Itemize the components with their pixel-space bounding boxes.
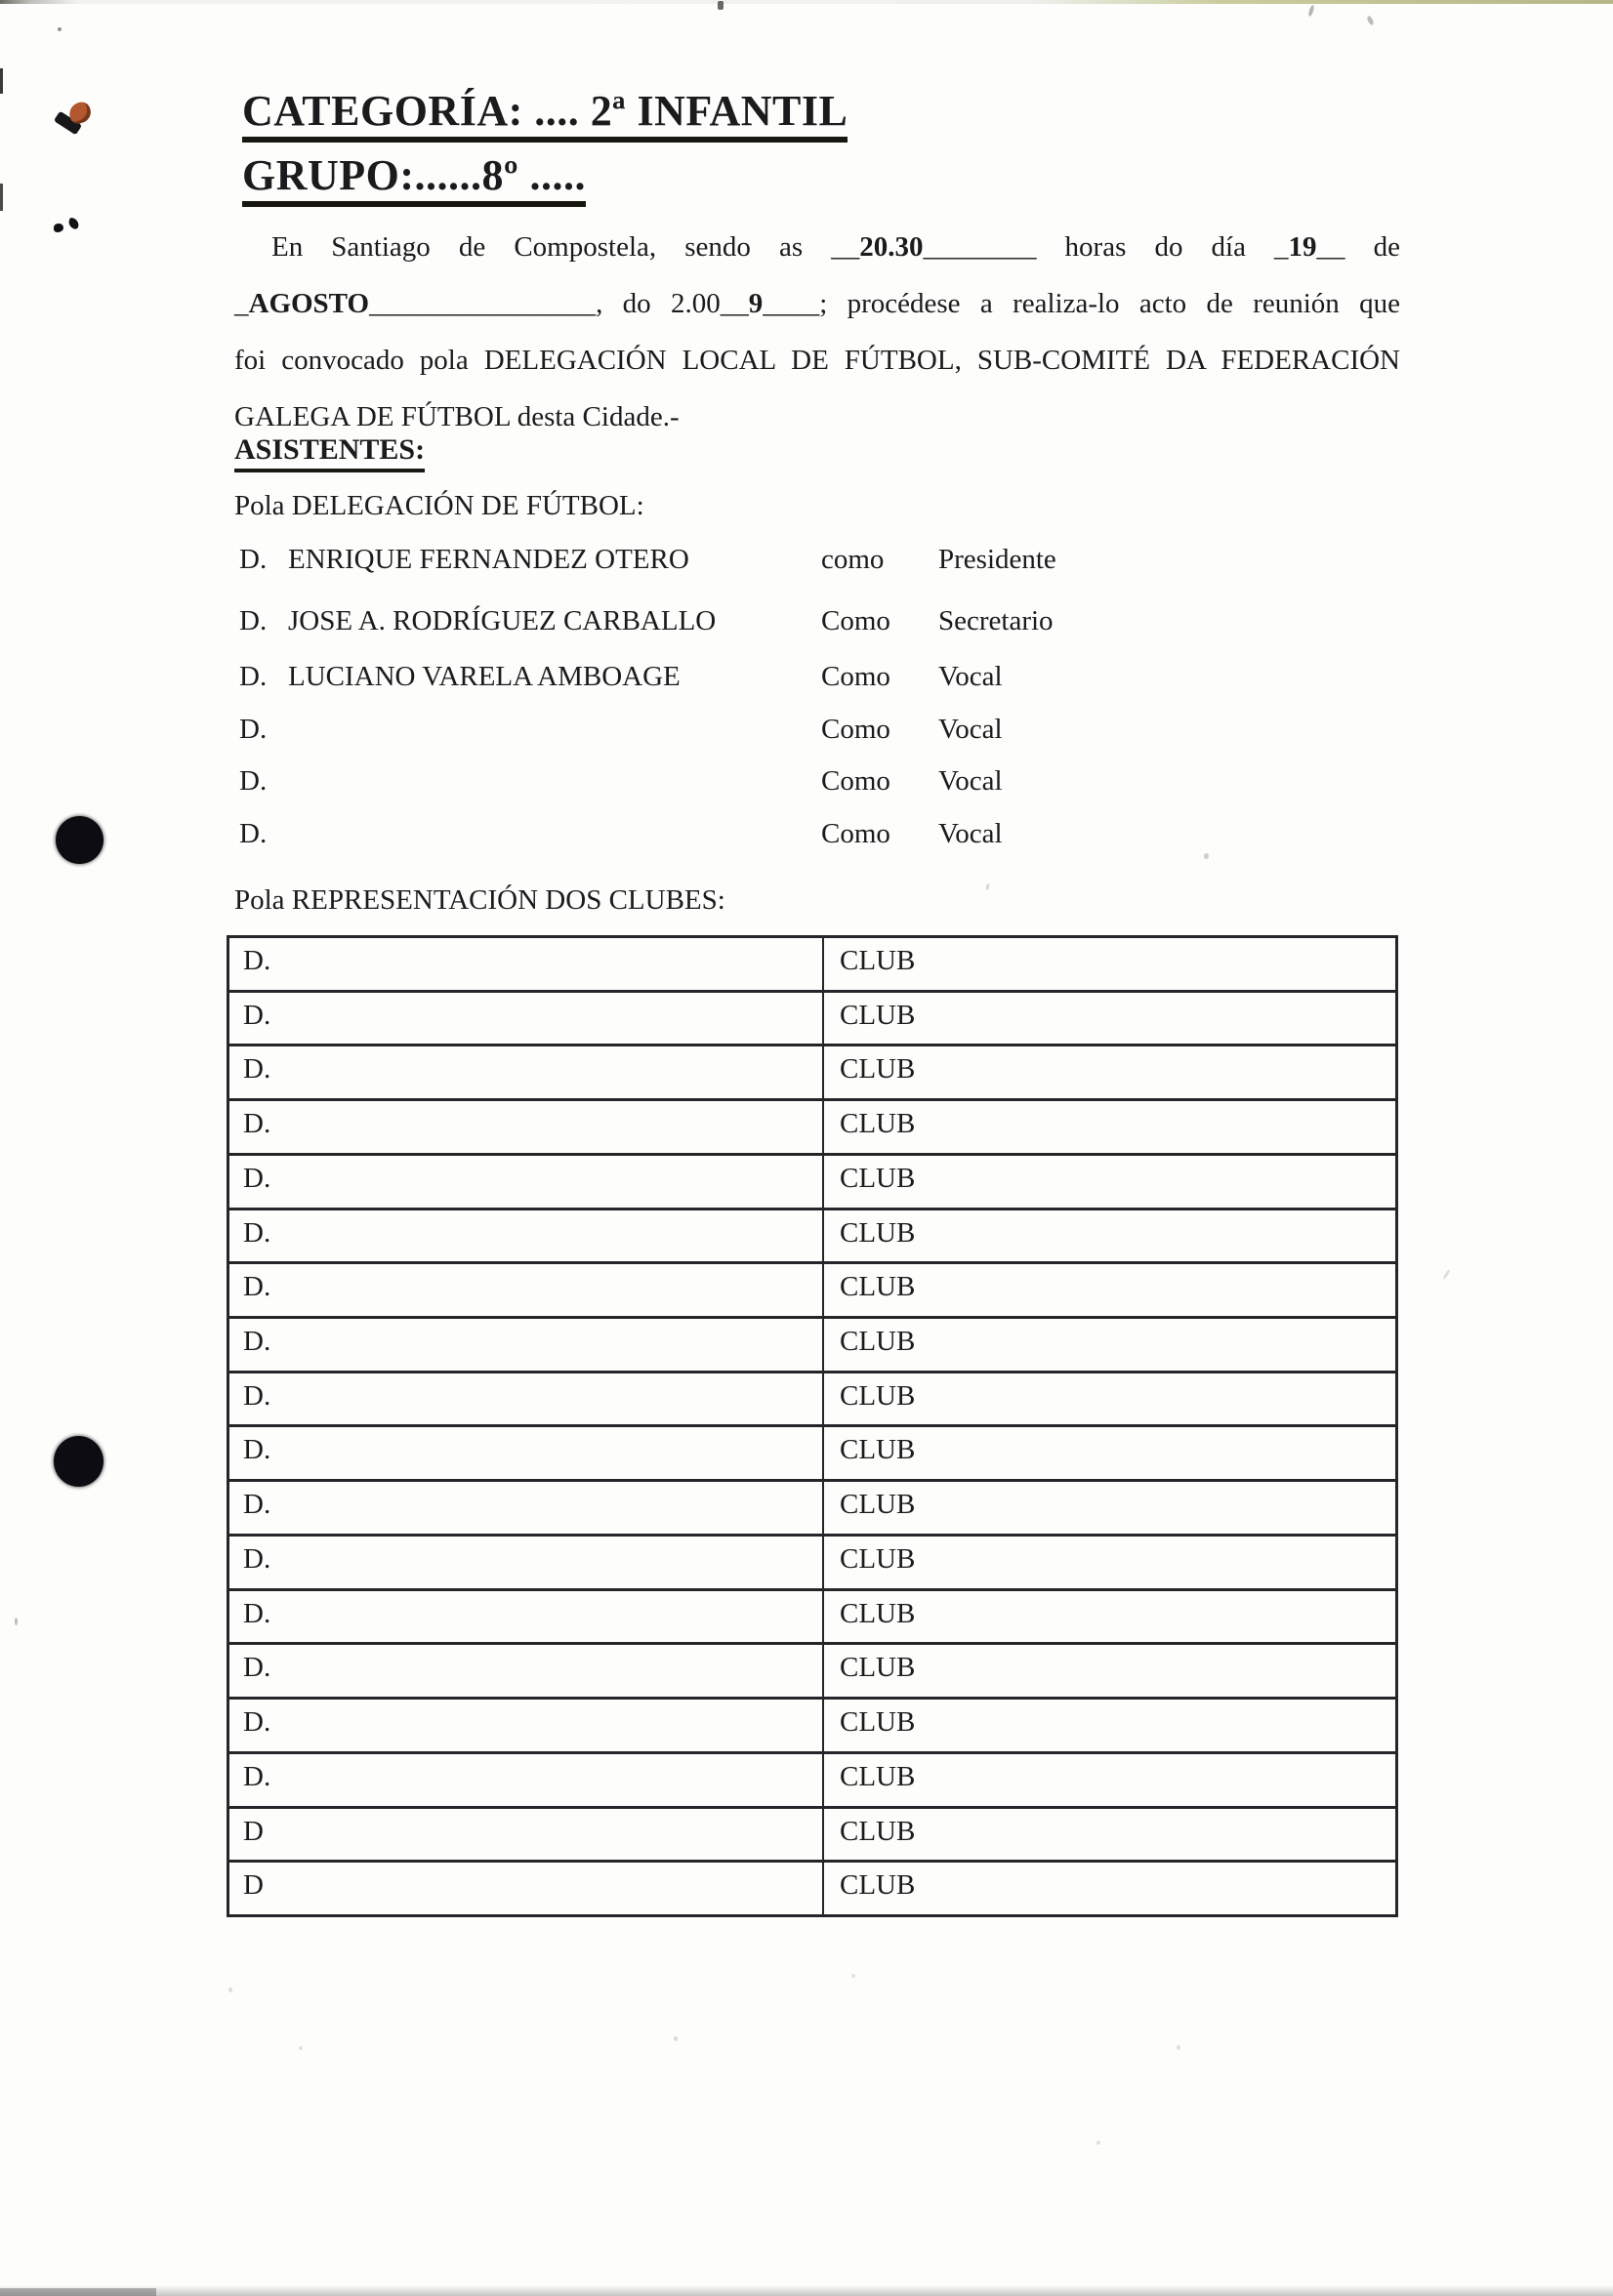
scan-edge-mark [0,184,3,211]
club-name-cell: CLUB [840,1760,916,1792]
printed-text: , do 2.00 [596,288,721,319]
club-representative-cell: D. [229,1537,824,1588]
hole-punch-bottom [54,1436,103,1487]
club-representative-cell: D [229,1863,824,1914]
scan-speck [1177,2045,1180,2050]
attendee-name: ENRIQUE FERNANDEZ OTERO [288,544,689,575]
attendee-row [239,660,1411,705]
scan-speck [1204,853,1209,859]
scan-speck [299,2046,303,2050]
scan-edge-bottom-shadow [0,2288,156,2296]
attendee-prefix: D. [239,765,268,797]
printed-text: __ [720,288,749,319]
club-table-row [229,1208,1395,1262]
club-table-row [229,938,1395,990]
club-representative-cell: D. [229,1319,824,1371]
attendee-como: Como [821,818,890,849]
club-representative-cell: D. [229,993,824,1045]
club-representative-cell: D. [229,1645,824,1697]
printed-text: _ [1274,231,1289,263]
club-name-cell: CLUB [840,1326,916,1358]
typed-value: AGOSTO [248,288,370,319]
attendee-role: Secretario [938,605,1054,636]
club-name-cell: CLUB [840,1216,916,1249]
delegation-label: Pola DELEGACIÓN DE FÚTBOL: [234,490,644,521]
scan-speck [15,1618,18,1625]
club-table-row [229,1316,1395,1371]
scan-speck [1366,15,1375,25]
attendee-row [239,713,1411,758]
typed-value: 20.30 [859,231,924,263]
group-title: GRUPO:......8º ..... [242,154,586,207]
club-name-cell: CLUB [840,1542,916,1575]
attendee-row [239,604,1411,649]
paragraph-line [234,219,1400,275]
attendee-como: Como [821,661,890,692]
typed-value: 19 [1288,231,1317,263]
club-representative-cell: D. [229,1264,824,1316]
printed-text: En Santiago de Compostela, sendo as [271,231,832,263]
club-table-row [229,990,1395,1045]
club-name-cell: CLUB [840,1706,916,1739]
club-representative-cell: D. [229,1046,824,1098]
club-representative-cell: D. [229,1754,824,1806]
club-name-cell: CLUB [840,1379,916,1412]
club-name-cell: CLUB [840,999,916,1031]
club-table-row [229,1479,1395,1534]
scan-speck [1442,1269,1450,1280]
printed-text: horas do día [1036,231,1275,263]
attendee-como: como [821,544,885,575]
club-table-row [229,1860,1395,1914]
attendee-row [239,764,1411,809]
printed-text: ; procédese a realiza-lo acto de reunión que [819,288,1401,319]
attendee-como: Como [821,605,890,636]
printed-text: de [1344,231,1401,263]
printed-text: ________ [923,231,1037,263]
scan-edge-mark [0,68,3,94]
club-name-cell: CLUB [840,1489,916,1521]
attendee-row [239,543,1411,588]
club-representative-cell: D. [229,1591,824,1643]
document-title-block [242,87,848,207]
printed-text: __ [831,231,860,263]
scan-speck [851,1974,855,1978]
scan-speck [228,1988,232,1992]
attendee-prefix: D. [239,714,268,745]
club-name-cell: CLUB [840,1815,916,1847]
club-table-row [229,1044,1395,1098]
printed-text: ________________ [369,288,597,319]
clubs-label: Pola REPRESENTACIÓN DOS CLUBES: [234,884,725,916]
club-table-row [229,1153,1395,1208]
attendee-role: Vocal [938,714,1003,745]
attendee-row [239,817,1411,862]
asistentes-heading: ASISTENTES: [234,433,425,472]
attendee-name: LUCIANO VARELA AMBOAGE [288,661,681,692]
hole-punch-top [56,816,103,864]
ink-dot [67,217,81,229]
scan-speck [674,2036,678,2041]
club-name-cell: CLUB [840,1053,916,1086]
club-table-row [229,1588,1395,1643]
club-table-row [229,1642,1395,1697]
category-title: CATEGORÍA: .... 2ª INFANTIL [242,90,848,143]
scan-speck [58,27,62,31]
club-name-cell: CLUB [840,1434,916,1466]
scan-edge-top [0,0,1613,4]
club-representative-cell: D. [229,1210,824,1262]
club-name-cell: CLUB [840,945,916,976]
printed-text: GALEGA DE FÚTBOL desta Cidade.- [234,401,680,432]
clubs-table [227,935,1398,1917]
club-representative-cell: D. [229,1482,824,1534]
attendee-prefix: D. [239,661,268,692]
club-representative-cell: D [229,1809,824,1861]
printed-text: foi convocado pola DELEGACIÓN LOCAL DE FÚTBOL, SUB-COMITÉ DA FEDERACIÓN [234,345,1400,376]
attendee-prefix: D. [239,544,268,575]
paragraph-line [234,275,1400,332]
attendee-role: Vocal [938,661,1003,692]
club-name-cell: CLUB [840,1108,916,1140]
club-name-cell: CLUB [840,1869,916,1902]
attendee-prefix: D. [239,818,268,849]
club-table-row [229,1697,1395,1751]
printed-text: _ [234,288,249,319]
club-table-row [229,1098,1395,1153]
intro-paragraph [234,219,1400,445]
ink-dot [54,224,63,232]
attendee-role: Vocal [938,818,1003,849]
paragraph-line [234,332,1400,389]
attendee-role: Presidente [938,544,1056,575]
printed-text: __ [1316,231,1345,263]
scan-speck [1096,2141,1100,2145]
club-name-cell: CLUB [840,1597,916,1629]
club-representative-cell: D. [229,1427,824,1479]
club-representative-cell: D. [229,1374,824,1425]
typed-value: 9 [748,288,764,319]
club-representative-cell: D. [229,1101,824,1153]
club-table-row [229,1806,1395,1861]
club-table-row [229,1751,1395,1806]
club-table-row [229,1371,1395,1425]
attendee-como: Como [821,765,890,797]
attendee-role: Vocal [938,765,1003,797]
club-table-row [229,1534,1395,1588]
club-table-row [229,1261,1395,1316]
club-name-cell: CLUB [840,1652,916,1684]
attendee-como: Como [821,714,890,745]
club-representative-cell: D. [229,1156,824,1208]
club-representative-cell: D. [229,1700,824,1751]
scan-speck [1307,5,1315,18]
scan-speck [718,1,724,10]
printed-text: ____ [763,288,820,319]
club-table-row [229,1424,1395,1479]
club-name-cell: CLUB [840,1271,916,1303]
club-representative-cell: D. [229,938,824,990]
attendee-name: JOSE A. RODRÍGUEZ CARBALLO [288,605,717,636]
scan-speck [985,883,989,890]
club-name-cell: CLUB [840,1162,916,1194]
scan-edge-bottom [0,2285,1613,2296]
attendee-prefix: D. [239,605,268,636]
